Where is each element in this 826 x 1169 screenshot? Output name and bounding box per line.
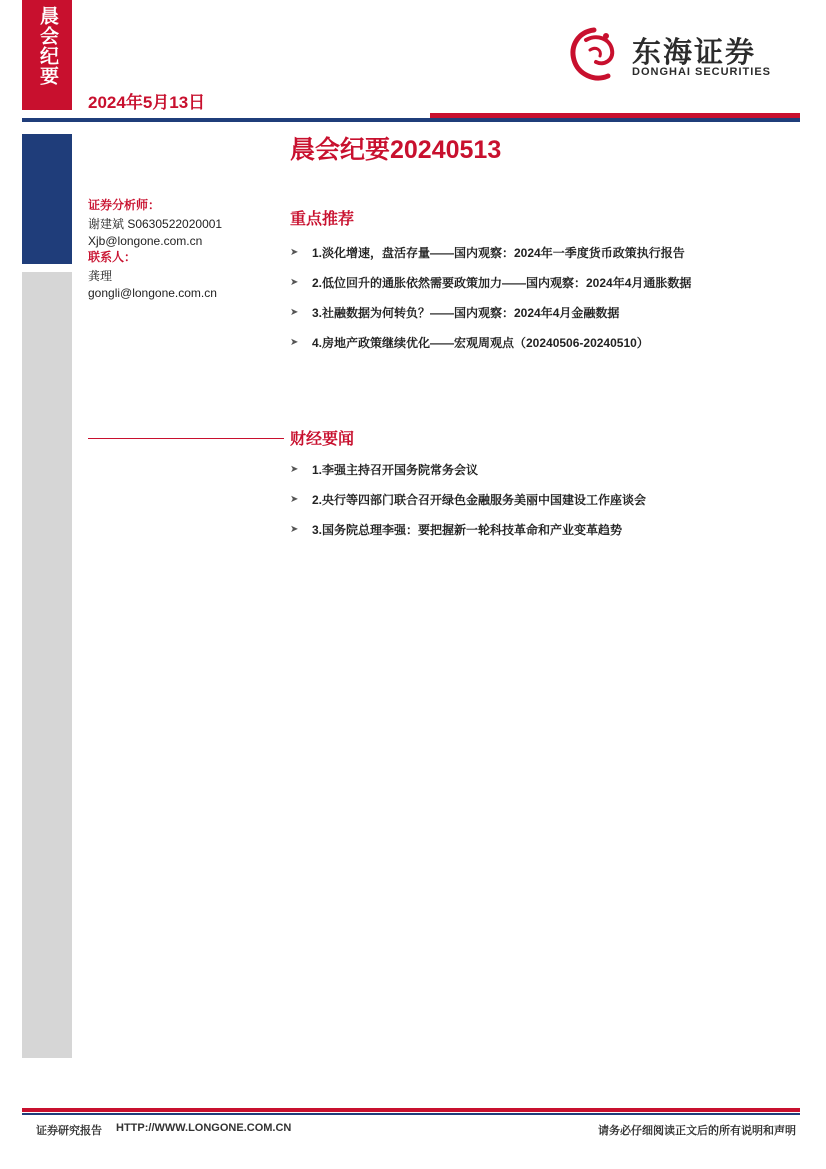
- chevron-right-icon: ➤: [290, 494, 299, 505]
- list-item[interactable]: [290, 274, 691, 291]
- header-rule-blue: [22, 118, 800, 122]
- list-item-text: 1.淡化增速，盘活存量——国内观察：2024年一季度货币政策执行报告: [312, 246, 685, 260]
- page-title: 晨会纪要20240513: [290, 136, 502, 164]
- footer-url-link[interactable]: HTTP://WWW.LONGONE.COM.CN: [116, 1122, 292, 1134]
- section-title-key: 重点推荐: [290, 211, 355, 228]
- section-divider: [88, 438, 284, 439]
- sidebar-navy-block: [22, 134, 72, 264]
- chevron-right-icon: ➤: [290, 307, 299, 318]
- list-item-text: 1.李强主持召开国务院常务会议: [312, 463, 479, 477]
- analyst-email[interactable]: Xjb@longone.com.cn: [88, 234, 203, 248]
- list-item[interactable]: [290, 491, 646, 508]
- list-item[interactable]: [290, 244, 685, 261]
- logo-english-name: DONGHAI SECURITIES: [632, 66, 772, 78]
- analyst-label: 证券分析师：: [88, 198, 161, 212]
- sidebar-grey-block: [22, 272, 72, 1058]
- contact-name: 龚理: [88, 269, 113, 283]
- contact-email[interactable]: gongli@longone.com.cn: [88, 286, 217, 300]
- analyst-name-license: 谢建斌 S0630522020001: [88, 217, 223, 231]
- side-tag-text: 晨会纪要: [37, 6, 58, 86]
- footer-disclaimer: 请务必仔细阅读正文后的所有说明和声明: [598, 1125, 796, 1137]
- footer-report-type: 证券研究报告: [36, 1125, 102, 1137]
- donghai-logo-icon: [566, 26, 622, 86]
- list-item-text: 4.房地产政策继续优化——宏观周观点（20240506-20240510）: [312, 336, 649, 350]
- chevron-right-icon: ➤: [290, 277, 299, 288]
- footer-rule-red: [22, 1108, 800, 1112]
- list-item[interactable]: [290, 521, 622, 538]
- chevron-right-icon: ➤: [290, 524, 299, 535]
- logo-chinese-name: 东海证券: [632, 37, 757, 69]
- section-title-news: 财经要闻: [290, 431, 355, 448]
- footer-rule-blue: [22, 1113, 800, 1115]
- chevron-right-icon: ➤: [290, 464, 299, 475]
- chevron-right-icon: ➤: [290, 337, 299, 348]
- list-item[interactable]: [290, 304, 619, 321]
- list-item[interactable]: [290, 334, 649, 351]
- list-item-text: 2.央行等四部门联合召开绿色金融服务美丽中国建设工作座谈会: [312, 493, 647, 507]
- list-item-text: 3.国务院总理李强：要把握新一轮科技革命和产业变革趋势: [312, 523, 623, 537]
- contact-label: 联系人：: [88, 250, 137, 264]
- report-date: 2024年5月13日: [88, 93, 206, 112]
- list-item-text: 3.社融数据为何转负？——国内观察：2024年4月金融数据: [312, 306, 620, 320]
- list-item[interactable]: [290, 461, 478, 478]
- chevron-right-icon: ➤: [290, 247, 299, 258]
- list-item-text: 2.低位回升的通胀依然需要政策加力——国内观察：2024年4月通胀数据: [312, 276, 692, 290]
